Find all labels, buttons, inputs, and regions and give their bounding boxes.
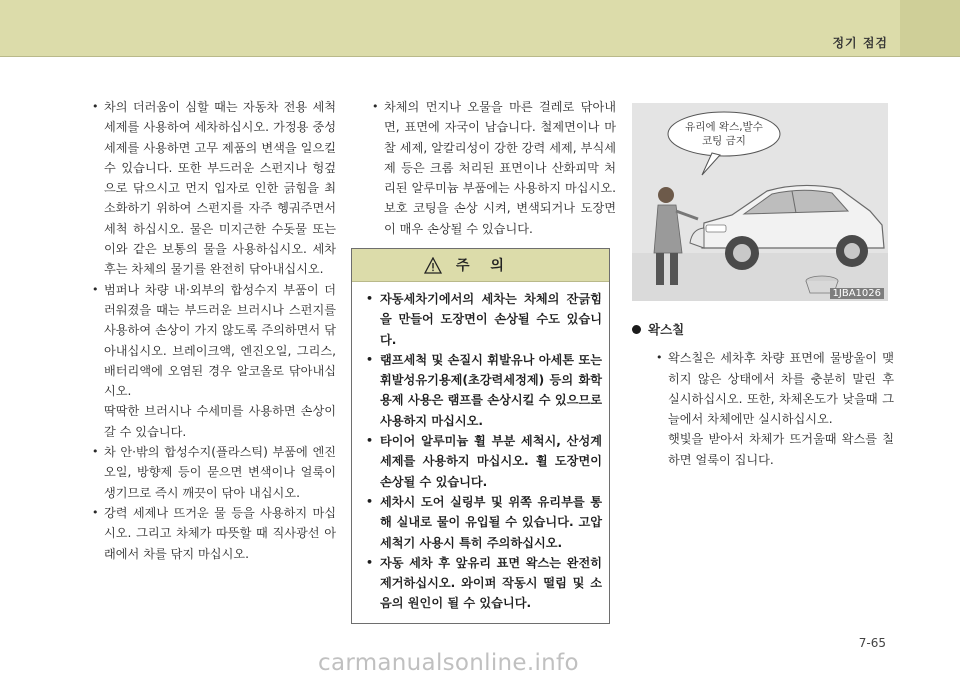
bullet-dot-icon [632, 325, 641, 334]
page-number: 7-65 [858, 636, 886, 650]
bubble-line-1: 유리에 왁스,발수 [685, 121, 763, 133]
caution-header [352, 249, 609, 282]
left-column [88, 97, 336, 564]
caution-item: • 자동세차기에서의 세차는 차체의 잔긁힘을 만들어 도장면이 손상될 수도 있습니다. [364, 289, 602, 350]
list-item: • 왁스칠은 세차후 차량 표면에 물방울이 맺히지 않은 상태에서 차를 충분히 말린 후 실시하십시오. 또한, 차체온도가 낮을때 그늘에서 차체에만 실시하십시오. 햇빛을 받아서 차체가 뜨거울때 왁스를 칠하면 얼룩이 집니다. [652, 348, 894, 470]
bubble-line-2: 코팅 금지 [702, 135, 746, 147]
header-band [0, 0, 960, 56]
caution-item: • 세차시 도어 실링부 및 위쪽 유리부를 통해 실내로 물이 유입될 수 있습니다. 고압세척기 사용시 특히 주의하십시오. [364, 492, 602, 553]
caution-title: 주 의 [456, 258, 512, 274]
list-item-note: 햇빛을 받아서 차체가 뜨거울때 왁스를 칠하면 얼룩이 집니다. [668, 432, 894, 467]
header-rule [0, 56, 960, 57]
middle-bullet-list [368, 97, 616, 239]
warning-triangle-icon [424, 257, 442, 274]
waxing-bullet-list [652, 348, 894, 470]
car-illustration-icon [632, 103, 888, 301]
list-item-note: 딱딱한 브러시나 수세미를 사용하면 손상이 갈 수 있습니다. [104, 404, 336, 439]
caution-box [351, 248, 610, 624]
section-heading: 왁스칠 [632, 320, 894, 340]
list-item: • 범퍼나 차량 내·외부의 합성수지 부품이 더러워졌을 때는 부드러운 브러시나 스펀지를 사용하여 손상이 가지 않도록 주의하면서 닦아내십시오. 브레이크액, 엔진오일, 그리스, 배터리액에 오염된 경우 알코올로 닦아내십시오. 딱딱한 브러시나 수세미를 사용하면 손상이 갈 수 있습니다. [88, 280, 336, 442]
caution-item: • 자동 세차 후 앞유리 표면 왁스는 완전히 제거하십시오. 와이퍼 작동시 떨림 및 소음의 원인이 될 수 있습니다. [364, 553, 602, 614]
caution-item: • 타이어 알루미늄 휠 부분 세척시, 산성계 세제를 사용하지 마십시오. 휠 도장면이 손상될 수 있습니다. [364, 431, 602, 492]
caution-item: • 램프세척 및 손질시 휘발유나 아세톤 또는 휘발성유기용제(초강력세정제) 등의 화학용제 사용은 램프를 손상시킬 수 있으므로 사용하지 마십시오. [364, 350, 602, 431]
watermark-text: carmanualsonline.info [318, 650, 579, 676]
car-waxing-illustration [632, 103, 888, 301]
left-bullet-list [88, 97, 336, 564]
list-item: • 차의 더러움이 심할 때는 자동차 전용 세척세제를 사용하여 세차하십시오. 가정용 중성세제를 사용하면 고무 제품의 변색을 일으킬 수 있습니다. 또한 부드러운 스펀지나 헝겊으로 닦으시고 먼지 입자로 인한 긁힘을 최소화하기 위하여 스펀지를 자주 헹궈주면서 세척 하십시오. 물은 미지근한 수돗물 또는 이와 같은 보통의 물을 사용하십시오. 세차 후는 차체의 물기를 완전히 닦아내십시오. [88, 97, 336, 280]
list-item: • 차체의 먼지나 오물을 마른 걸레로 닦아내면, 표면에 자국이 남습니다. 철제면이나 마찰 세제, 알칼리성이 강한 강력 세제, 부식세제 등은 크롬 처리된 표면이나 산화피막 처리된 알루미늄 부품에는 사용하지 마십시오. 보호 코팅을 손상 시켜, 변색되거나 도장면이 매우 손상될 수 있습니다. [368, 97, 616, 239]
middle-column [368, 97, 616, 239]
header-tab [900, 0, 960, 56]
list-item: • 강력 세제나 뜨거운 물 등을 사용하지 마십시오. 그리고 차체가 따뜻할 때 직사광선 아래에서 차를 닦지 마십시오. [88, 503, 336, 564]
figure-code-label: 1JBA1026 [830, 288, 884, 299]
caution-list [364, 289, 602, 614]
waxing-section [632, 320, 894, 470]
page-section-title: 정기 점검 [832, 36, 888, 50]
list-item: • 차 안·밖의 합성수지(플라스틱) 부품에 엔진오일, 방향제 등이 묻으면 변색이나 얼룩이 생기므로 즉시 깨끗이 닦아 내십시오. [88, 442, 336, 503]
caution-body [364, 289, 602, 614]
